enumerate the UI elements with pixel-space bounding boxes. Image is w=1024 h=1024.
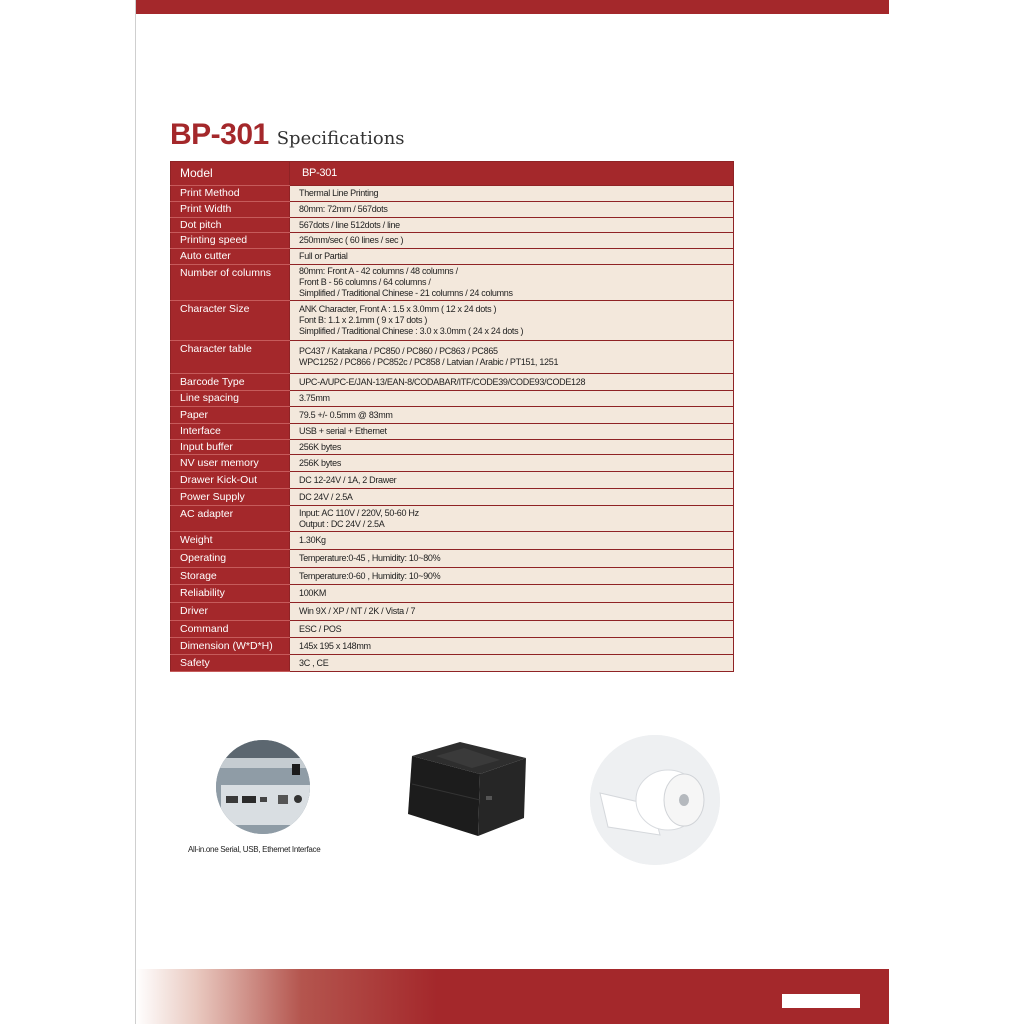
table-row	[171, 489, 734, 506]
table-row	[171, 506, 734, 532]
table-row	[171, 391, 734, 407]
spec-value-line: UPC-A/UPC-E/JAN-13/EAN-8/CODABAR/ITF/CODE39/CODE93/CODE128	[299, 376, 586, 387]
table-row	[171, 186, 734, 202]
spec-label: Print Method	[171, 186, 290, 202]
spec-value	[290, 455, 734, 472]
spec-value-line: USB + serial + Ethernet	[299, 426, 387, 436]
spec-value	[290, 186, 734, 202]
interface-photo	[216, 740, 310, 834]
spec-value-line: Output : DC 24V / 2.5A	[299, 518, 385, 529]
spec-value	[290, 374, 734, 391]
spec-value-line: 80mm: 72mm / 567dots	[299, 204, 388, 214]
spec-label: Storage	[171, 568, 290, 585]
specifications-title: Specifications	[276, 128, 405, 149]
spec-label: Print Width	[171, 202, 290, 218]
table-row	[171, 424, 734, 440]
table-header-row	[171, 162, 734, 186]
spec-value-line: ESC / POS	[299, 623, 342, 634]
spec-value-line: 256K bytes	[299, 457, 342, 468]
table-row	[171, 585, 734, 603]
spec-label: Dot pitch	[171, 218, 290, 233]
spec-label: Barcode Type	[171, 374, 290, 391]
spec-value	[290, 233, 734, 249]
table-row	[171, 568, 734, 585]
bottom-label-box	[782, 994, 860, 1008]
spec-value	[290, 424, 734, 440]
table-row	[171, 374, 734, 391]
spec-value-line: 80mm: Front A - 42 columns / 48 columns /	[299, 266, 458, 276]
spec-value	[290, 506, 734, 532]
table-row	[171, 407, 734, 424]
spec-label: Number of columns	[171, 265, 290, 301]
spec-value-line: DC 24V / 2.5A	[299, 491, 353, 502]
spec-value	[290, 440, 734, 455]
spec-value	[290, 585, 734, 603]
spec-value-line: Thermal Line Printing	[299, 188, 379, 198]
spec-value-line: DC 12-24V / 1A, 2 Drawer	[299, 474, 397, 485]
paper-roll-photo	[590, 735, 720, 865]
spec-value	[290, 249, 734, 265]
spec-label: Paper	[171, 407, 290, 424]
spec-label: Input buffer	[171, 440, 290, 455]
spec-label: Driver	[171, 603, 290, 621]
spec-value-line: Front B - 56 columns / 64 columns /	[299, 277, 431, 287]
spec-value-line: Simplified / Traditional Chinese - 21 columns / 24 columns	[299, 288, 513, 298]
spec-value-line: Win 9X / XP / NT / 2K / Vista / 7	[299, 606, 416, 616]
table-row	[171, 638, 734, 655]
spec-value	[290, 202, 734, 218]
spec-label: NV user memory	[171, 455, 290, 472]
spec-value	[290, 638, 734, 655]
table-row	[171, 440, 734, 455]
table-row	[171, 202, 734, 218]
spec-value	[290, 603, 734, 621]
spec-value-line: Temperature:0-45 , Humidity: 10~80%	[299, 553, 441, 563]
spec-label: Reliability	[171, 585, 290, 603]
table-row	[171, 472, 734, 489]
table-row	[171, 249, 734, 265]
spec-value-line: 100KM	[299, 588, 327, 598]
spec-value	[290, 472, 734, 489]
spec-value-line: Input: AC 110V / 220V, 50-60 Hz	[299, 507, 419, 518]
table-row	[171, 301, 734, 341]
spec-value-line: 567dots / line 512dots / line	[299, 219, 400, 230]
printer-photo	[400, 738, 530, 838]
model-title: BP-301	[170, 118, 269, 151]
spec-label: Weight	[171, 532, 290, 550]
spec-value	[290, 489, 734, 506]
spec-label: Dimension (W*D*H)	[171, 638, 290, 655]
spec-value-line: 3C , CE	[299, 657, 329, 668]
page-title	[170, 118, 405, 152]
table-row	[171, 621, 734, 638]
spec-label: Power Supply	[171, 489, 290, 506]
spec-value-line: WPC1252 / PC866 / PC852c / PC858 / Latvian / Arabic / PT151, 1251	[299, 357, 559, 367]
spec-value	[290, 532, 734, 550]
bottom-brand-bar	[136, 969, 889, 1024]
spec-value-line: Font B: 1.1 x 2.1mm ( 9 x 17 dots )	[299, 315, 428, 325]
spec-value	[290, 265, 734, 301]
page-left-border	[135, 0, 136, 1024]
spec-value-line: Temperature:0-60 , Humidity: 10~90%	[299, 570, 441, 581]
spec-value-line: 79.5 +/- 0.5mm @ 83mm	[299, 409, 393, 420]
spec-label: Operating	[171, 550, 290, 568]
spec-label: Character Size	[171, 301, 290, 341]
spec-label: Printing speed	[171, 233, 290, 249]
table-row	[171, 218, 734, 233]
spec-table	[170, 161, 734, 672]
spec-label: AC adapter	[171, 506, 290, 532]
table-row	[171, 233, 734, 249]
header-value: BP-301	[290, 162, 734, 186]
spec-value-line: 256K bytes	[299, 441, 342, 452]
spec-value	[290, 341, 734, 374]
spec-value-line: 250mm/sec ( 60 lines / sec )	[299, 235, 404, 245]
table-row	[171, 603, 734, 621]
spec-value-line: PC437 / Katakana / PC850 / PC860 / PC863 / PC865	[299, 346, 498, 356]
spec-value	[290, 301, 734, 341]
spec-value	[290, 568, 734, 585]
spec-value-line: Full or Partial	[299, 251, 348, 261]
spec-value	[290, 391, 734, 407]
spec-value-line: ANK Character, Front A : 1.5 x 3.0mm ( 12 x 24 dots )	[299, 304, 497, 314]
interface-caption: All-in.one Serial, USB, Ethernet Interface	[188, 845, 321, 854]
spec-label: Drawer Kick-Out	[171, 472, 290, 489]
spec-label: Character table	[171, 341, 290, 374]
spec-value	[290, 218, 734, 233]
table-row	[171, 341, 734, 374]
table-row	[171, 455, 734, 472]
spec-value-line: 145x 195 x 148mm	[299, 640, 371, 651]
spec-label: Command	[171, 621, 290, 638]
table-row	[171, 265, 734, 301]
spec-label: Interface	[171, 424, 290, 440]
table-row	[171, 532, 734, 550]
spec-label: Safety	[171, 655, 290, 672]
table-row	[171, 550, 734, 568]
spec-value	[290, 407, 734, 424]
header-label: Model	[171, 162, 290, 186]
spec-label: Auto cutter	[171, 249, 290, 265]
spec-value-line: 3.75mm	[299, 393, 330, 403]
spec-value	[290, 621, 734, 638]
spec-value-line: Simplified / Traditional Chinese : 3.0 x 3.0mm ( 24 x 24 dots )	[299, 326, 524, 336]
spec-value-line: 1.30Kg	[299, 535, 326, 545]
spec-value	[290, 655, 734, 672]
spec-label: Line spacing	[171, 391, 290, 407]
table-row	[171, 655, 734, 672]
top-brand-bar	[136, 0, 889, 14]
spec-value	[290, 550, 734, 568]
